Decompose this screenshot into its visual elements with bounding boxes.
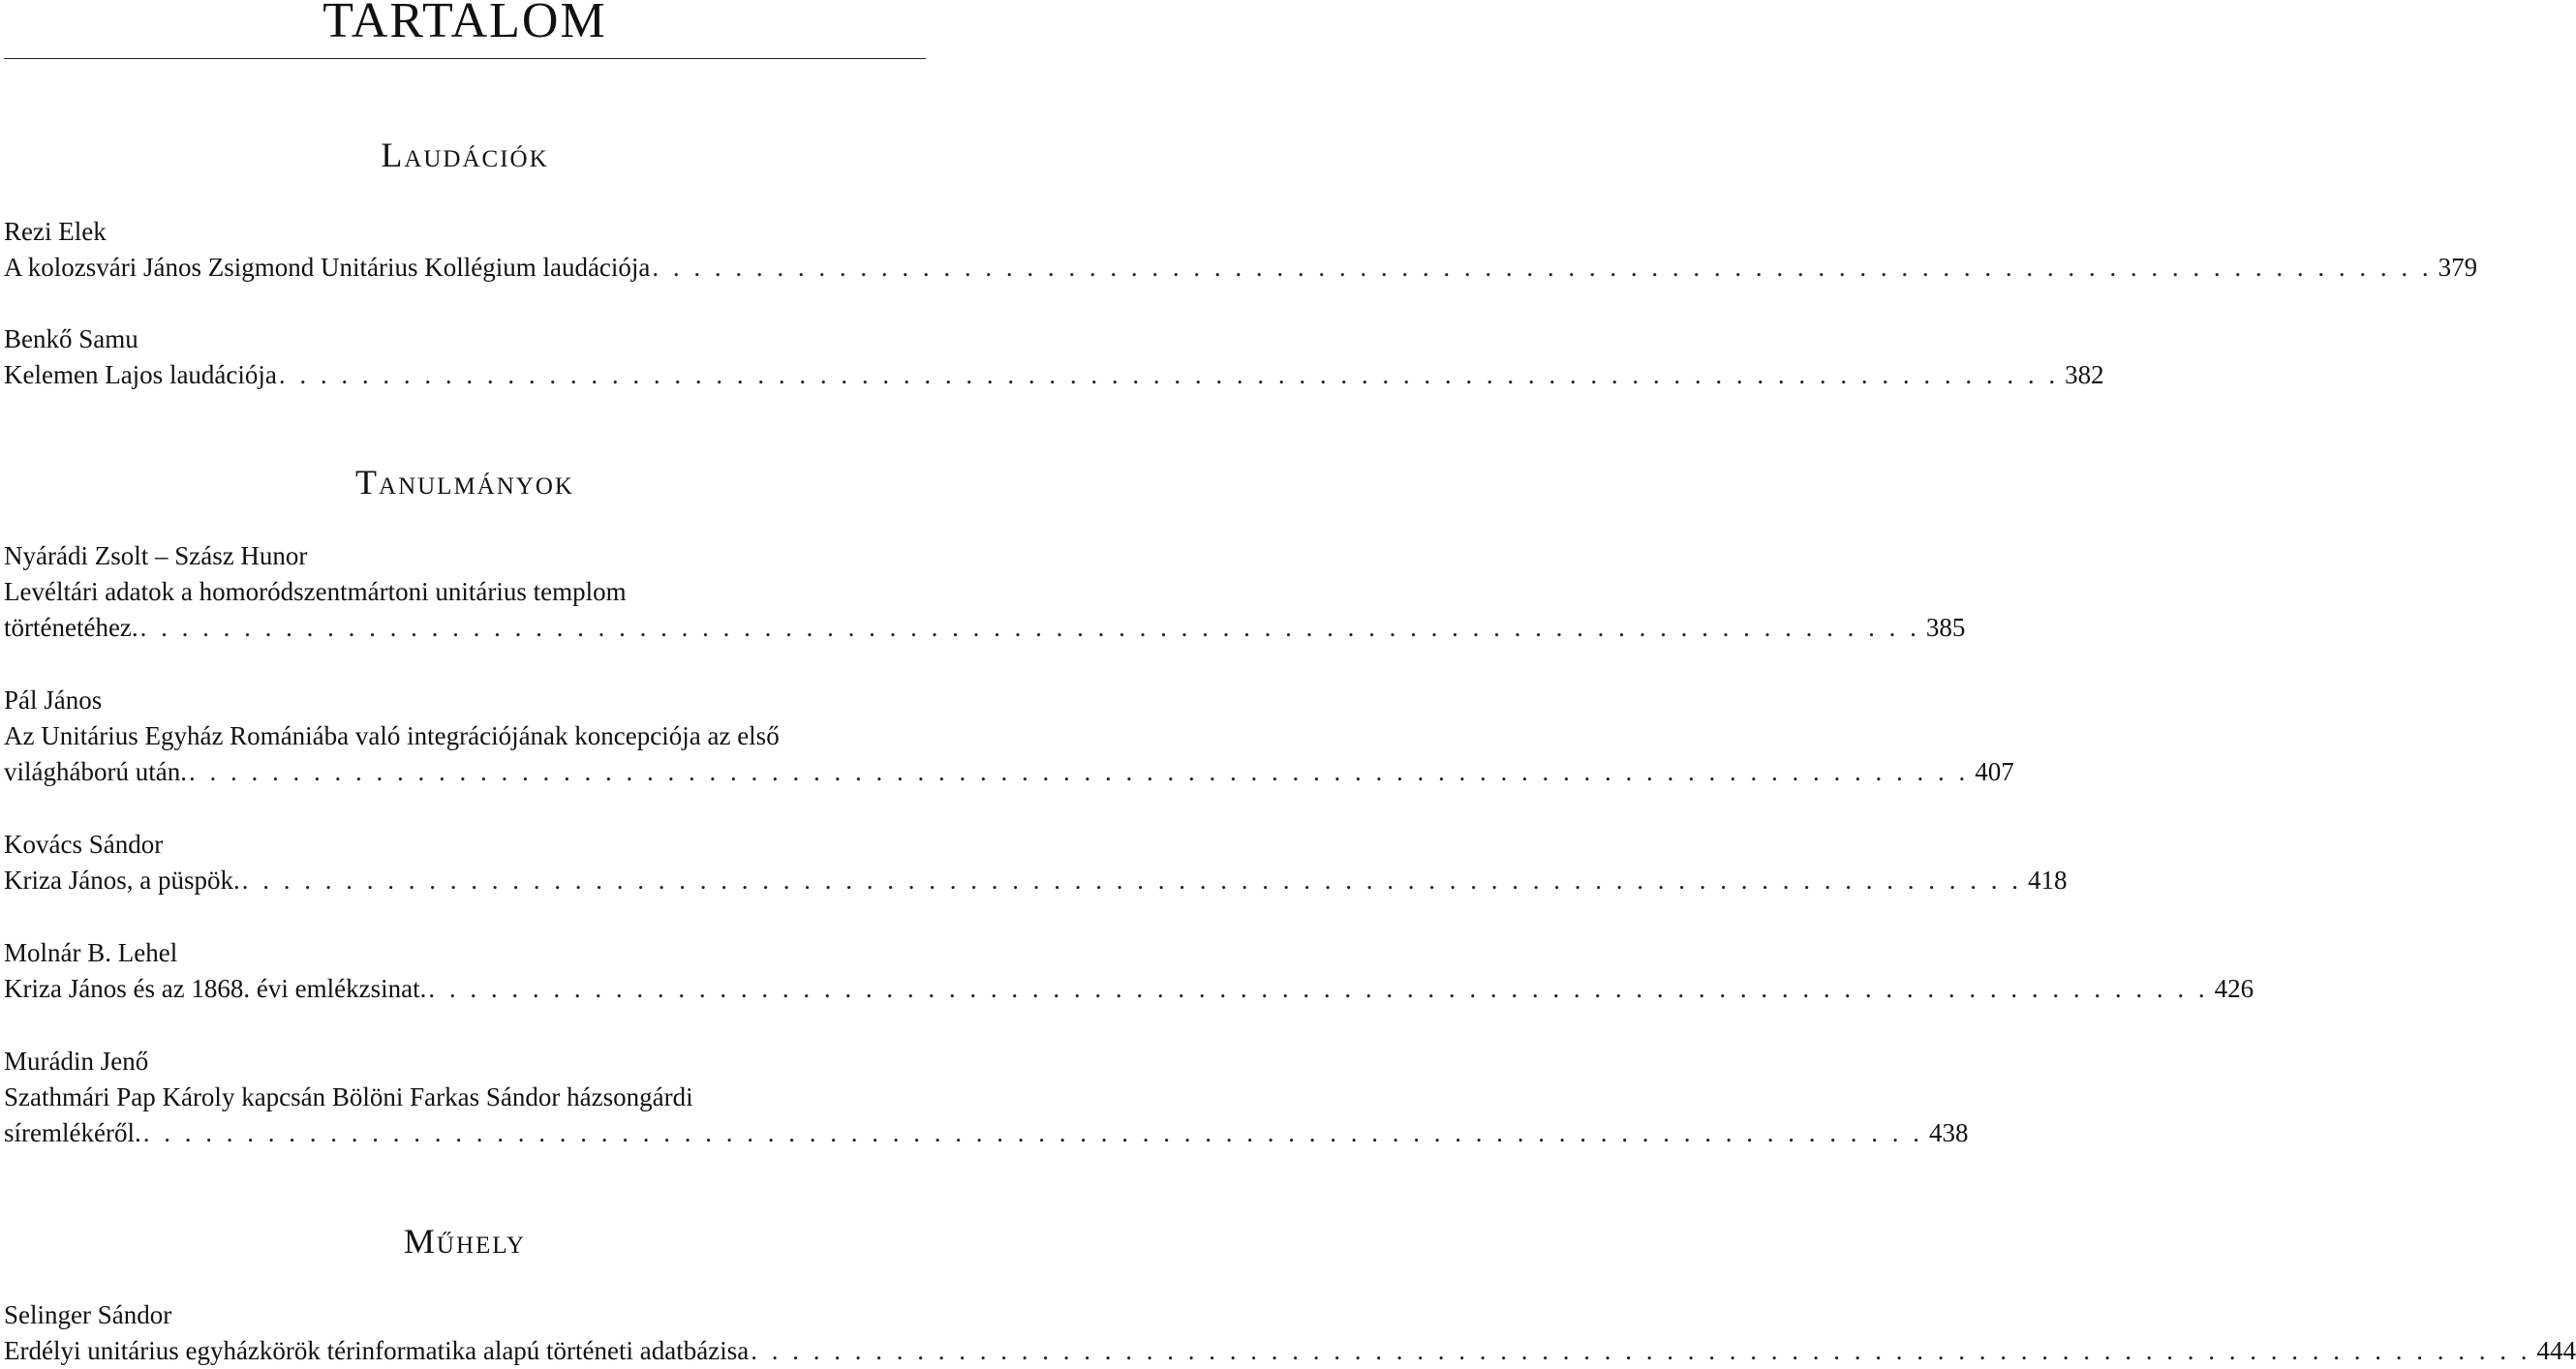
page-number: 418 xyxy=(2027,866,2068,895)
section-heading-tanulmanyok: Tanulmányok xyxy=(355,463,574,502)
entry-title-line: Az Unitárius Egyház Romániába való integrációjának koncepciója az első xyxy=(4,721,780,750)
page-number: 407 xyxy=(1975,757,2014,786)
dot-leader: . . . . . . . . . . . . . . . . . . . . . . . . . . . . . . . . . . . . . . . . . . . . . . . . . . . . . . . . . . . . . . . . . . . . . . . . . . . . . . . . . . . . . . xyxy=(428,974,2209,1003)
toc-entry[interactable] xyxy=(4,611,1966,644)
entry-title-line: Szathmári Pap Károly kapcsán Bölöni Farkas Sándor házsongárdi xyxy=(4,1082,693,1111)
toc-entry[interactable] xyxy=(4,358,2104,391)
entry-title: Kriza János és az 1868. évi emlékzsinat. xyxy=(4,974,427,1003)
page-number: 385 xyxy=(1925,613,1966,642)
dot-leader: . . . . . . . . . . . . . . . . . . . . . . . . . . . . . . . . . . . . . . . . . . . . . . . . . . . . . . . . . . . . . . . . . . . . . . . . . . . . . . . . . . . . . . xyxy=(652,253,2433,282)
dot-leader: . . . . . . . . . . . . . . . . . . . . . . . . . . . . . . . . . . . . . . . . . . . . . . . . . . . . . . . . . . . . . . . . . . . . . . . . . . . . . . . . . . . . . . xyxy=(142,1118,1923,1147)
page-number: 444 xyxy=(2536,1336,2576,1365)
page-number: 438 xyxy=(1928,1118,1969,1147)
title-divider xyxy=(4,58,926,59)
entry-title: Kelemen Lajos laudációja xyxy=(4,360,277,389)
entry-title-line: Levéltári adatok a homoródszentmártoni unitárius templom xyxy=(4,577,627,606)
page-number: 426 xyxy=(2214,974,2254,1003)
toc-entry[interactable] xyxy=(4,1334,2576,1367)
dot-leader: . . . . . . . . . . . . . . . . . . . . . . . . . . . . . . . . . . . . . . . . . . . . . . . . . . . . . . . . . . . . . . . . . . . . . . . . . . . . . . . . . . . . . . xyxy=(241,866,2022,895)
entry-title: Kriza János, a püspök. xyxy=(4,866,240,895)
entry-author: Rezi Elek xyxy=(4,217,107,246)
entry-author: Kovács Sándor xyxy=(4,830,164,859)
toc-entry[interactable] xyxy=(4,251,2478,284)
page-title: TARTALOM xyxy=(322,0,607,48)
entry-author: Benkő Samu xyxy=(4,324,138,353)
toc-entry[interactable] xyxy=(4,972,2254,1005)
entry-author: Selinger Sándor xyxy=(4,1300,172,1329)
toc-entry[interactable] xyxy=(4,1116,1969,1149)
entry-author: Nyárádi Zsolt – Szász Hunor xyxy=(4,541,308,570)
entry-title: történetéhez. xyxy=(4,613,138,642)
section-heading-laudaciok: Laudációk xyxy=(381,136,549,174)
dot-leader: . . . . . . . . . . . . . . . . . . . . . . . . . . . . . . . . . . . . . . . . . . . . . . . . . . . . . . . . . . . . . . . . . . . . . . . . . . . . . . . . . . . . . . xyxy=(139,613,1920,642)
entry-author: Pál János xyxy=(4,685,103,715)
dot-leader: . . . . . . . . . . . . . . . . . . . . . . . . . . . . . . . . . . . . . . . . . . . . . . . . . . . . . . . . . . . . . . . . . . . . . . . . . . . . . . . . . . . . . . xyxy=(188,757,1970,786)
entry-author: Molnár B. Lehel xyxy=(4,938,178,967)
entry-title: Erdélyi unitárius egyházkörök térinformatika alapú történeti adatbázisa xyxy=(4,1336,750,1365)
section-heading-muhely: Műhely xyxy=(403,1222,527,1261)
entry-title: síremlékéről. xyxy=(4,1118,141,1147)
page-number: 382 xyxy=(2065,360,2104,389)
entry-author: Murádin Jenő xyxy=(4,1047,149,1076)
toc-entry[interactable] xyxy=(4,755,2014,788)
entry-title: A kolozsvári János Zsigmond Unitárius Kollégium laudációja xyxy=(4,253,651,282)
page-number: 379 xyxy=(2438,253,2478,282)
dot-leader: . . . . . . . . . . . . . . . . . . . . . . . . . . . . . . . . . . . . . . . . . . . . . . . . . . . . . . . . . . . . . . . . . . . . . . . . . . . . . . . . . . . . . . xyxy=(278,360,2060,389)
entry-title: világháború után. xyxy=(4,757,187,786)
toc-entry[interactable] xyxy=(4,864,2068,897)
dot-leader: . . . . . . . . . . . . . . . . . . . . . . . . . . . . . . . . . . . . . . . . . . . . . . . . . . . . . . . . . . . . . . . . . . . . . . . . . . . . . . . . . . . . . . xyxy=(751,1336,2531,1365)
